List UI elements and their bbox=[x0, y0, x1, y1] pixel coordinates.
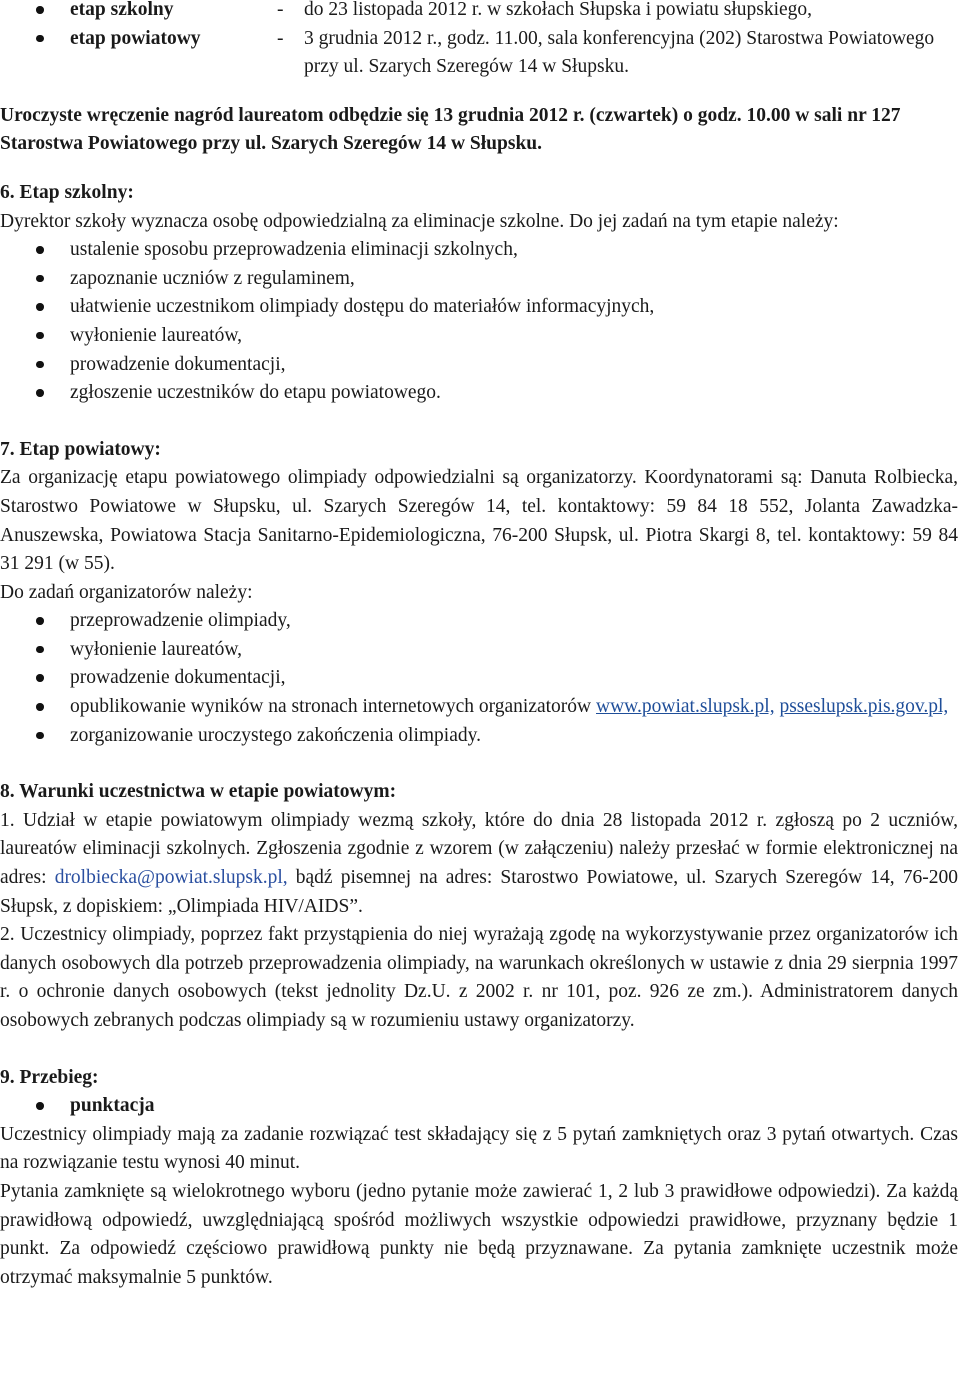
stage-dash: - bbox=[277, 0, 284, 20]
section-7-intro: Za organizację etapu powiatowego olimpiady odpowiedzialni są organizatorzy. Koordynatorami są: Danuta Rolbiecka, Starostwo Powiatowe w Słupsku, ul. Szarych Szeregów 14, tel. kontaktowy: 59 84 18 552, Jolanta Zawadzka-Anuszewska, Powiatowa Stacja Sanitarno-Epidemiologiczna, 76-200 Słupsk, ul. Piotra Skargi 8, tel. kontaktowy: 59 84 31 291 (w 55). bbox=[0, 467, 958, 575]
paragraph-text: bądź pisemnej na adres: Starostwo Powiatowe, ul. Szarych Szeregów 14, 76-200 Słupsk, z dopiskiem: „Olimpiada HIV/AIDS”. bbox=[0, 867, 959, 917]
section-8-heading: 8. Warunki uczestnictwa w etapie powiatowym: bbox=[0, 781, 397, 803]
section-8-paragraph-1 bbox=[0, 807, 958, 921]
stage-name: etap powiatowy bbox=[70, 27, 201, 49]
list-item-publish bbox=[0, 693, 958, 722]
list-item: wyłonienie laureatów, bbox=[0, 322, 958, 351]
list-item: prowadzenie dokumentacji, bbox=[0, 664, 958, 693]
section-7-heading: 7. Etap powiatowy: bbox=[0, 438, 161, 460]
stage-item-school bbox=[0, 0, 958, 25]
publish-text: opublikowanie wyników na stronach internetowych organizatorów bbox=[70, 696, 592, 718]
section-6-intro: Dyrektor szkoły wyznacza osobę odpowiedzialną za eliminacje szkolne. Do jej zadań na tym etapie należy: bbox=[0, 210, 839, 232]
section-7-tasks-intro: Do zadań organizatorów należy: bbox=[0, 581, 253, 603]
list-item: prowadzenie dokumentacji, bbox=[0, 351, 958, 380]
stage-item-county bbox=[0, 25, 958, 82]
paragraph-text: 1. Udział w etapie powiatowym olimpiady wezmą szkoły, które do dnia 28 listopada 2012 r. zgłoszą po 2 uczniów, laureatów eliminacji szkolnych. Zgłoszenia zgodnie z wzorem (w załączeniu) należy przesłać w formie elektronicznej na adres: bbox=[0, 809, 958, 889]
section-9-paragraph-2: Pytania zamknięte są wielokrotnego wyboru (jedno pytanie może zawierać 1, 2 lub 3 prawidłowe odpowiedzi). Za każdą prawidłową odpowiedź, uwzględniającą spośród możliwych wszystkie odpowiedzi prawidłowe, przyznany będzie 1 punkt. Za odpowiedź częściowo prawidłową punkty nie będą przyznawane. Za pytania zamknięte uczestnik może otrzymać maksymalnie 5 punktów. bbox=[0, 1180, 958, 1288]
stage-description: do 23 listopada 2012 r. w szkołach Słupska i powiatu słupskiego, bbox=[304, 0, 813, 20]
list-item-scoring: punktacja bbox=[0, 1092, 958, 1121]
ceremony-notice: Uroczyste wręczenie nagród laureatom odbędzie się 13 grudnia 2012 r. (czwartek) o godz. 10.00 w sali nr 127 Starostwa Powiatowego przy ul. Szarych Szeregów 14 w Słupsku. bbox=[0, 104, 901, 155]
stage-name: etap szkolny bbox=[70, 0, 174, 20]
section-9-heading: 9. Przebieg: bbox=[0, 1066, 99, 1088]
psse-link[interactable]: psseslupsk.pis.gov.pl, bbox=[779, 696, 949, 718]
list-item: zgłoszenie uczestników do etapu powiatowego. bbox=[0, 379, 958, 408]
list-item: ustalenie sposobu przeprowadzenia eliminacji szkolnych, bbox=[0, 236, 958, 265]
list-item: zapoznanie uczniów z regulaminem, bbox=[0, 265, 958, 294]
list-item: ułatwienie uczestnikom olimpiady dostępu do materiałów informacyjnych, bbox=[0, 293, 958, 322]
list-item: przeprowadzenie olimpiady, bbox=[0, 607, 958, 636]
section-8-paragraph-2: 2. Uczestnicy olimpiady, poprzez fakt przystąpienia do niej wyrażają zgodę na wykorzystywanie przez organizatorów ich danych osobowych dla potrzeb przeprowadzenia olimpiady, na warunkach określonych w ustawie z dnia 29 sierpnia 1997 r. o ochronie danych osobowych (tekst jednolity Dz.U. z 2002 r. nr 101, poz. 926 ze zm.). Administratorem danych osobowych zebranych podczas olimpiady są w rozumieniu ustawy organizatorzy. bbox=[0, 924, 958, 1031]
stage-description: 3 grudnia 2012 r., godz. 11.00, sala konferencyjna (202) Starostwa Powiatowego przy ul. Szarych Szeregów 14 w Słupsku. bbox=[304, 27, 935, 78]
powiat-link[interactable]: www.powiat.slupsk.pl, bbox=[596, 696, 775, 718]
list-item: wyłonienie laureatów, bbox=[0, 636, 958, 665]
section-9-paragraph-1: Uczestnicy olimpiady mają za zadanie rozwiązać test składający się z 5 pytań zamkniętych oraz 3 pytań otwartych. Czas na rozwiązanie testu wynosi 40 minut. bbox=[0, 1123, 958, 1174]
email-link[interactable]: drolbiecka@powiat.slupsk.pl, bbox=[54, 867, 288, 889]
list-item: zorganizowanie uroczystego zakończenia olimpiady. bbox=[0, 722, 958, 751]
stage-dash: - bbox=[277, 27, 284, 49]
section-6-heading: 6. Etap szkolny: bbox=[0, 181, 134, 203]
